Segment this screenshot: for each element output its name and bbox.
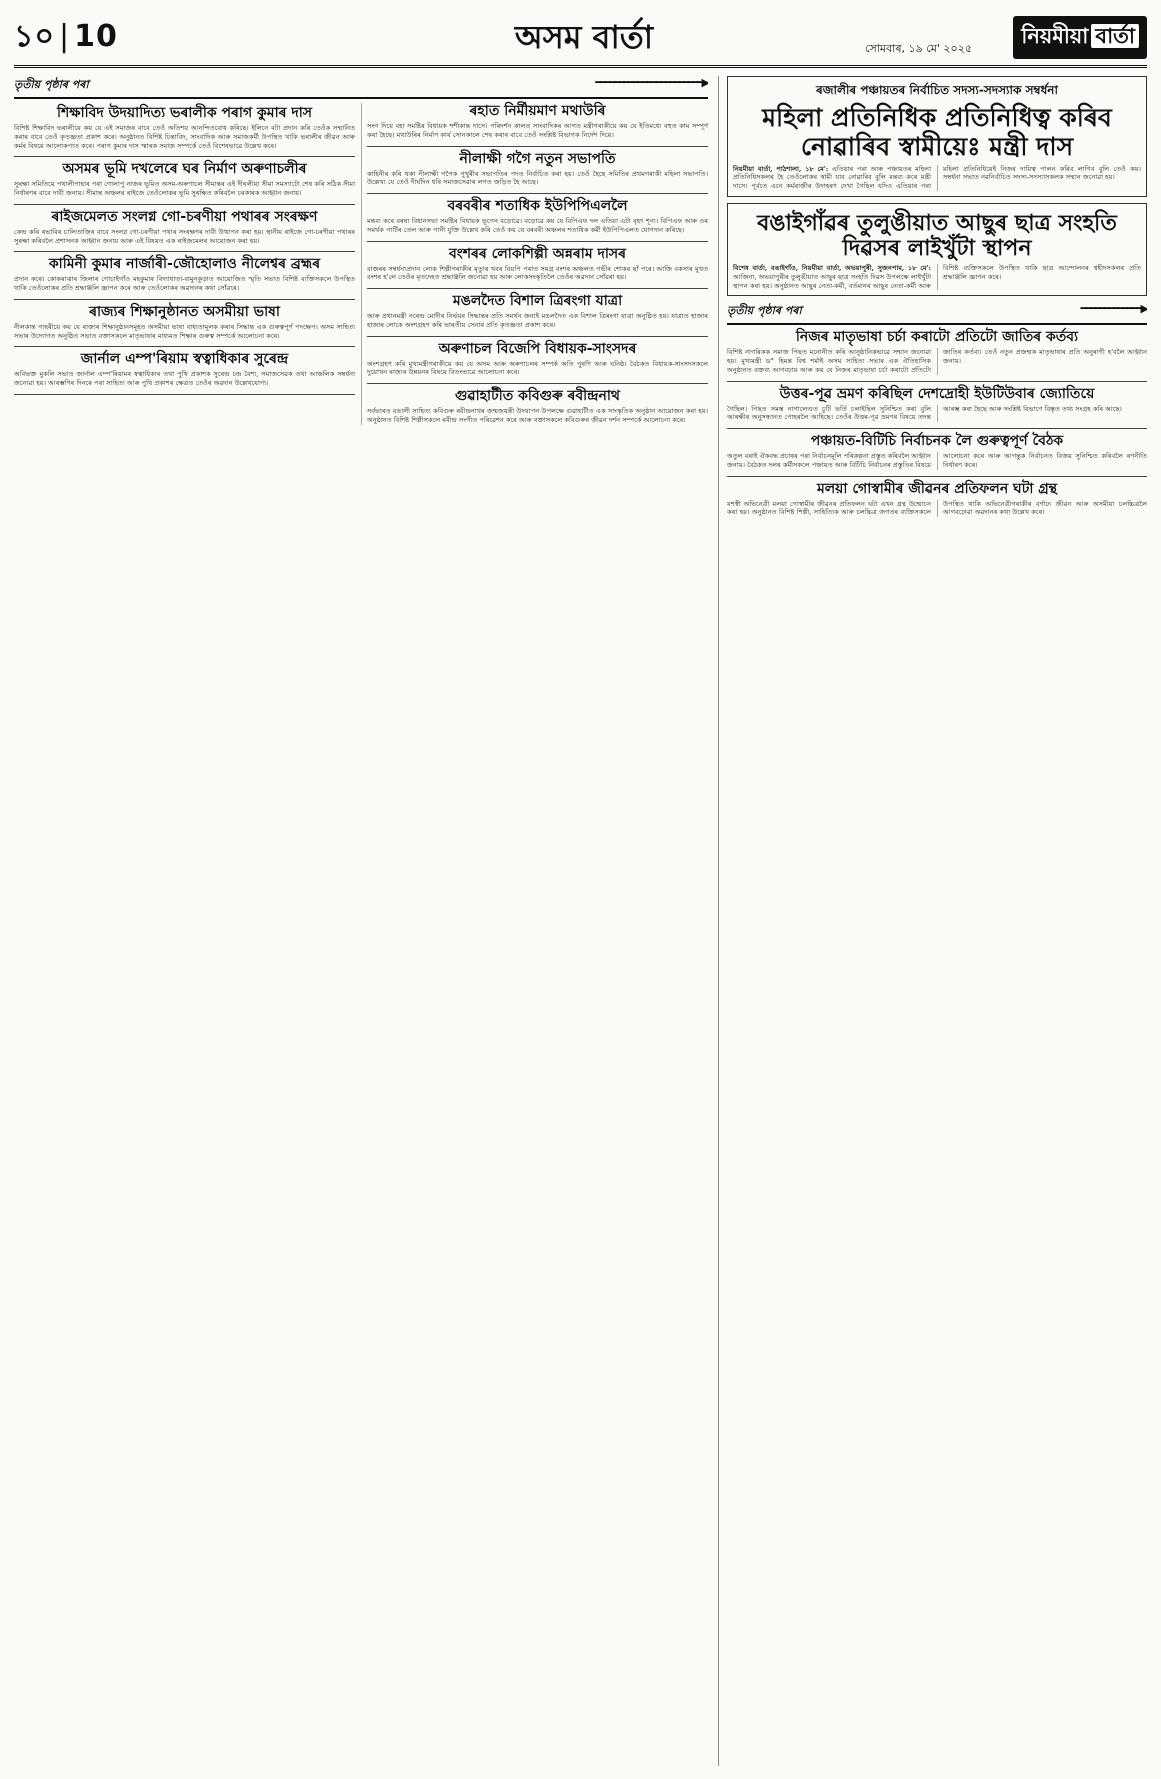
divider — [367, 336, 708, 337]
story — [727, 386, 1147, 423]
story — [367, 103, 708, 140]
story-body: অংশগ্ৰহণ কৰি মুখ্যমন্ত্ৰীগৰাকীয়ে কয় যে অসম আৰু অৰুণাচলৰ সম্পৰ্ক অতি পুৰণি আৰু ঘনিষ্ঠ। বৈঠকত বিধায়ক-সাংসদসকলে দুয়োখন ৰাজ্যৰ উন্নয়নৰ বিষয়ে বিতংভাৱে আলোচনা কৰে। — [367, 359, 708, 377]
arrow-right-icon: ━━━━━━━━━━━━━▶ — [1080, 302, 1147, 316]
lead-story-1 — [727, 76, 1147, 197]
story — [367, 341, 708, 378]
story-headline: নীলাক্ষী গগৈ নতুন সভাপতি — [459, 150, 616, 167]
continued-from-tag — [727, 302, 1147, 325]
page-number-latin: 10 — [74, 19, 118, 54]
story — [727, 433, 1147, 470]
story — [367, 388, 708, 425]
story — [367, 198, 708, 235]
lead-story-2 — [727, 203, 1147, 297]
story-body: সংগ দিয়ে বহা সমষ্টিৰ বিধায়ক শশীকান্ত দাসে। পৰিদৰ্শন কালত সাংবাদিকৰ আগত মন্ত্ৰীগৰাকীয়ে কয় যে ইতিমধ্যে বহুত কাম সম্পূৰ্ণ কৰা হৈছে। মথাউৰিৰ নিৰ্মাণ কাৰ্য সোনকালে শেষ কৰাৰ বাবে তেওঁ সংশ্লিষ্ট বিভাগক নিৰ্দেশ দিয়ে। — [367, 122, 708, 139]
divider — [14, 156, 355, 157]
story-body: অতুল বৰাই ঐকবদ্ধ প্ৰচাৰৰ পৰা নিৰ্বাচনমূলি পৰিকল্পনা প্ৰস্তুত কৰিবলৈ আহ্বান জনায়। বৈঠকত দলৰ কৰ্মীসকলে পঞ্চায়ত আৰু বিটিচি নিৰ্বাচনৰ প্ৰস্তুতিৰ বিষয়ে আলোচনা কৰে আৰু আগন্তুক নিৰ্বাচনত বিজয় সুনিশ্চিত কৰিবলৈ ৰণনীতি নিৰ্ধাৰণ কৰে। — [727, 452, 1147, 469]
story-headline: অসমৰ ভূমি দখলেৰে ঘৰ নিৰ্মাণ অৰুণাচলীৰ — [62, 161, 307, 178]
divider — [14, 346, 355, 347]
lead-story-2-columns — [733, 264, 1141, 290]
divider — [367, 383, 708, 384]
story-headline: শিক্ষাবিদ উদয়াদিত্য ভৰালীক পৰাগ কুমাৰ দাস — [56, 105, 313, 121]
brand-logo — [1013, 16, 1147, 59]
lead-story-1-kicker: ৰজালীৰ পঞ্চায়তৰ নিৰ্বাচিত সদস্য-সদস্যাক সম্বৰ্ধনা — [816, 83, 1058, 97]
story-body: সুৰক্ষা সমিতিয়ে পথালীপাহাৰ পৰা গোলাপু নাজৰ ভূমিত অসম-অৰুণাচল সীমান্তৰ এই দীঘলীয়া সীমা সমস্যাটো শেষ কৰি সঠিক সীমা নিৰ্ধাৰণৰ বাবে দাবী জনায়। সীমান্ত অঞ্চলৰ ৰাইজে তেওঁলোকৰ ভূমি সুৰক্ষিত কৰিবলৈ চৰকাৰক আহ্বান জনায়। — [14, 180, 355, 197]
divider — [367, 146, 708, 147]
lead-story-2-dateline: বিশেষ বাৰ্তা, বঙাইগাঁও, নিয়মীয়া বাৰ্তা, অভয়াপুৰী, সুজনপাম, ১৮ মে': — [733, 264, 931, 273]
divider — [14, 204, 355, 205]
story — [367, 293, 708, 330]
continued-from-label: তৃতীয় পৃষ্ঠাৰ পৰা — [727, 304, 802, 318]
story-body: আৰু প্ৰধানমন্ত্ৰী নৰেন্দ্ৰ মোদীৰ নিৰ্ভয়ৰ সিদ্ধান্তৰ প্ৰতি সমৰ্থন জনাই মঙলদৈত এক বিশাল ত্ৰিৰংগা যাত্ৰা অনুষ্ঠিত হয়। যাত্ৰাত হাজাৰ হাজাৰ লোকে অংশগ্ৰহণ কৰি ভাৰতীয় সেনাৰ প্ৰতি কৃতজ্ঞতা প্ৰকাশ কৰে। — [367, 312, 708, 329]
story — [14, 105, 355, 150]
story-headline: পঞ্চায়ত-বিটিচি নিৰ্বাচনক লৈ গুৰুত্বপূৰ্ণ বৈঠক — [810, 433, 1064, 450]
page-number-bengali: ১০ — [14, 19, 55, 54]
story — [14, 351, 355, 388]
divider — [367, 193, 708, 194]
paper-name: অসম বাৰ্তা — [514, 18, 654, 56]
page-number: ১০ | 10 — [14, 19, 118, 54]
story — [14, 304, 355, 341]
lead-story-2-body — [733, 264, 1141, 290]
divider — [14, 299, 355, 300]
story-headline: ৰাজ্যৰ শিক্ষানুষ্ঠানত অসমীয়া ভাষা — [89, 303, 280, 320]
divider — [727, 381, 1147, 382]
brand-logo-part-a: নিয়মীয়া — [1021, 24, 1089, 48]
left-columns — [14, 103, 708, 425]
story-body: সৰ্বভাৰত বঙালী সাহিত্য কবিগুৰু ৰবীন্দ্ৰনাথৰ জন্মজয়ন্তী উদযাপন উপলক্ষে গুৱাহাটীত এক সাংস্কৃতিক অনুষ্ঠান আয়োজন কৰা হয়। অনুষ্ঠানত বিশিষ্ট শিল্পীসকলে ৰবীন্দ্ৰ সংগীত পৰিৱেশন কৰে আৰু বক্তাসকলে কবিগুৰুৰ জীৱন দৰ্শন সম্পৰ্কে আলোচনা কৰে। — [367, 407, 708, 424]
story — [367, 151, 708, 188]
story-body: কেন্দ্ৰ কৰি ৰভাবিৰ চালিতাজিৰ বাবে সংলগ্ন গো-চৰণীয়া পথাৰ সংৰক্ষণৰ দাবী উত্থাপন কৰা হয়। স্থানীয় ৰাইজে গো-চৰণীয়া পথাৰৰ সুৰক্ষা কৰিবলৈ প্ৰশাসনক আহ্বান জনায় আৰু এই বিষয়ত এক ৰাইজমেলৰ আয়োজন কৰা হয়। — [14, 227, 355, 245]
story-body: বাজৰৰ সম্বৰ্ধনাপ্ৰদান লোক শিল্পীগৰাকীৰ মৃত্যুৰ খবৰ বিয়পি পৰাত সমগ্ৰ বংশৰ অঞ্চলত গভীৰ শোকৰ ছাঁ পৰে। আজি বকসাৰ মুখত বংশৰ হ'লে তেওঁৰ মৃতদেহত শ্ৰদ্ধাঞ্জলি জনোৱা হয় আৰু লোকসংস্কৃতিলৈ তেওঁৰ অৱদান সোঁৱৰা হয়। — [367, 264, 708, 282]
story-body: মন্তব্য কৰে বৰষা বিধানসভা সমষ্টিৰ বিধায়ক ভূপেন বড়োৱে। বড়োৱে কয় যে বিপিএফ দল এতিয়া এটা বৃহৎ শূন্য। বিপিএফ আৰু ওৰ সমৰ্থক পাৰ্টিৰ তেল আৰু পানী যুক্তি উল্লেখ কৰি তেওঁ কয় যে বৰবৰী অঞ্চলৰ শতাধিক কৰ্মী ইউপিপিএলত যোগদান কৰিছে। — [367, 217, 708, 234]
story-body: বিশিষ্ট শিক্ষাবিদ ভৰালীয়ে কয় যে এই সমাজৰ বাবে তেওঁ অতিশয় আনন্দিতবোধ কৰিছে। ইলিনে বটা প্ৰদান কৰি তেওঁক সম্মানিত কৰাৰ বাবে তেওঁ কৃতজ্ঞতা প্ৰকাশ কৰে। অনুষ্ঠানত বিশিষ্ট চিন্তাবিদ, সাংবাদিক আৰু সমাজকৰ্মী উপস্থিত থাকি ভৰালীৰ জীৱন আৰু কৰ্মৰ বিষয়ে আলোকপাত কৰে। পৰাগ কুমাৰ দাস স্মাৰক সমাজ সম্পৰ্কে তেওঁ বিশেষভাৱে উল্লেখ কৰে। — [14, 124, 355, 150]
story-headline: কামিনী কুমাৰ নাৰ্জাৰী-জৌহোলাও নীলেশ্বৰ ব্ৰহ্মৰ — [48, 256, 321, 273]
lead-story-1-headline: মহিলা প্ৰতিনিধিক প্ৰতিনিধিত্ব কৰিব নোৱাৰিব স্বামীয়েঃ মন্ত্ৰী দাস — [762, 103, 1112, 161]
story-headline: মঙলদৈত বিশাল ত্ৰিৰংগা যাত্ৰা — [452, 293, 623, 309]
lead-story-1-body — [733, 165, 1141, 191]
right-section — [718, 76, 1147, 1766]
story-headline: নিজৰ মাতৃভাষা চৰ্চা কৰাটো প্ৰতিটো জাতিৰ কৰ্তব্য — [795, 329, 1079, 346]
continued-from-label: তৃতীয় পৃষ্ঠাৰ পৰা — [14, 78, 89, 91]
lead-story-1-dateline: নিয়মীয়া বাৰ্তা, পাঠশালা, ১৮ মে': — [733, 164, 829, 173]
story-headline: উত্তৰ-পূৱ ভ্ৰমণ কৰিছিল দেশদ্ৰোহী ইউটিউবাৰ জ্যোতিয়ে — [779, 385, 1095, 402]
story-headline: ৰাইজমেলত সংলগ্ন গো-চৰণীয়া পথাৰৰ সংৰক্ষণ — [51, 208, 318, 225]
story-body: কাহিনীৰ কৰি থকা নীলাক্ষী গগৈক পুখুৰীৰ সভাপতিৰ পদত নিৰ্বাচিত কৰা হয়। তেওঁ হৈছে সমিতিৰ প্ৰথমগৰাকী মহিলা সভাপতি। উল্লেখ্য যে তেওঁ দীৰ্ঘদিন ধৰি সমাজসেৱাৰ লগত জড়িত হৈ আছে। — [367, 169, 708, 187]
story-body: নীলকান্ত গ্যহৰীয়ে কয় যে ৰাজ্যৰ শিক্ষানুষ্ঠানসমূহত অসমীয়া ভাষা বাধ্যতামূলক কৰাৰ সিদ্ধান্ত এক গুৰুত্বপূৰ্ণ পদক্ষেপ। অসম সাহিত্য সভাৰ উদ্যোগত অনুষ্ঠিত সভাত বক্তাসকলে মাতৃভাষাৰ মাধ্যমত শিক্ষাৰ গুৰুত্ব সম্পৰ্কে আলোচনা কৰে। — [14, 322, 355, 340]
story — [367, 246, 708, 283]
story — [14, 161, 355, 198]
story-body: বিশিষ্ট নাগৰিকক সমাজ পিছত মনোনীত কৰি আনুষ্ঠানিকভাৱে সন্মান জনোৱা হয়। মুখ্যমন্ত্ৰী ড° হিমন্ত বিশ্ব শৰ্মাই অসম সাহিত্য সভাৰ এক ঐতিহাসিক অনুষ্ঠানত বক্তব্য আগবঢ়ায় আৰু কয় যে নিজৰ মাতৃভাষা চৰ্চা কৰাটো প্ৰতিটো জাতিৰ কৰ্তব্য। তেওঁ নতুন প্ৰজন্মক মাতৃভাষাৰ প্ৰতি অনুৰাগী হ'বলৈ আহ্বান জনায়। — [727, 348, 1147, 374]
story-headline: মলয়া গোস্বামীৰ জীৱনৰ প্ৰতিফলন ঘটা গ্ৰন্থ — [816, 480, 1058, 497]
lead-story-1-text: এতিয়াৰ পৰা আৰু পঞ্চায়তৰ মহিলা প্ৰতিনিধিসকলৰ হৈ তেওঁলোকৰ স্বামী যাব নোৱাৰিব বুলি মন্তব্য কৰে মন্ত্ৰী দাসে। পূৰ্বতে এনে কৰ্মৰাজীৰ উদাহৰণ দেখা গৈছিল যদিও এতিয়াৰ পৰা মহিলা প্ৰতিনিধিয়েই নিজৰ দায়িত্ব পালন কৰিব লাগিব বুলি তেওঁ কয়। সম্বৰ্ধনা সভাত নৱনিৰ্বাচিত সদস্য-সদস্যাসকলক সম্মান জনোৱা হয়। — [733, 164, 1141, 190]
story-headline: বৰবৰীৰ শতাধিক ইউপিপিএললৈ — [447, 198, 628, 214]
story-headline: বংশৰৰ লোকশিল্পী অন্নৰাম দাসৰ — [448, 245, 627, 262]
divider — [727, 428, 1147, 429]
story — [14, 209, 355, 246]
story-body: অবিভক্ত মুকলি সভাত জাৰ্নাল এম্প'ৰিয়ামৰ স্বত্বাধিকাৰ তথা পুথি প্ৰকাশক সুৰেন্দ্ৰ চন্দ্ৰ বৈশ্য, সমাজসেৱক তথা আঞ্চলিক সম্বৰ্ধনা জনোৱা হয়। আৰম্ভণিৰ দিনৰে পৰা সাহিত্য আৰু পুথি প্ৰকাশৰ ক্ষেত্ৰত তেওঁৰ অৱদান উল্লেখযোগ্য। — [14, 370, 355, 387]
divider — [727, 476, 1147, 477]
story-body: যশস্বী অভিনেত্ৰী মলয়া গোস্বামীৰ জীৱনৰ প্ৰতিফলন ঘটা এখন গ্ৰন্থ উন্মোচন কৰা হয়। অনুষ্ঠানত বিশিষ্ট শিল্পী, সাহিত্যিক আৰু চলচ্চিত্ৰ জগতৰ ব্যক্তিসকলে উপস্থিত থাকি অভিনেত্ৰীগৰাকীৰ বৰ্ণাঢ্য জীৱন আৰু অসমীয়া চলচ্চিত্ৰলৈ আগবঢ়োৱা অৱদানৰ কথা উল্লেখ কৰে। — [727, 499, 1147, 517]
left-section — [14, 76, 708, 1766]
lead-story-2-text: আজিনা, অভয়াপুৰীৰ তুলুঙীয়াত আছুৰ ছাত্ৰ সংহতি দিৱস উপলক্ষে লাইখুঁটা স্থাপন কৰা হয়। অনুষ্ঠানত আছুৰ নেতা-কৰ্মী, বৰ্তমানৰ আছুৰ নেতা-কৰ্মী আৰু বিশিষ্ট ব্যক্তিসকলে উপস্থিত থাকি ছাত্ৰ আন্দোলনৰ শ্বহীদসকলৰ প্ৰতি শ্ৰদ্ধাঞ্জলি জ্ঞাপন কৰে। — [733, 264, 1141, 290]
story-body: গৈছিল। পিছত সমস্ত নাগালেণ্ডত চুটি ভৰ্তি চলাইছিল সুনিশ্চিত কৰা বুলি আৰক্ষীৰ অনুসন্ধানত পোহৰলৈ আহিছে। তেওঁৰ উত্তৰ-পূৱ ভ্ৰমণৰ বিষয়ে তদন্ত আৰম্ভ কৰা হৈছে আৰু সংশ্লিষ্ট বিভাগে বিস্তৃত তথ্য সংগ্ৰহ কৰি আছে। — [727, 404, 1122, 422]
divider — [367, 241, 708, 242]
story-headline: গুৱাহাটীত কবিগুৰু ৰবীন্দ্ৰনাথ — [454, 388, 620, 404]
story — [14, 256, 355, 293]
story — [727, 329, 1147, 374]
masthead — [14, 10, 1147, 68]
story-headline: অৰুণাচল বিজেপি বিধায়ক-সাংসদৰ — [438, 340, 637, 357]
continued-from-tag — [14, 76, 708, 99]
story-headline: ৰহাত নিৰ্মীয়মাণ মথাউৰি — [469, 103, 606, 119]
lead-story-1-columns — [733, 165, 1141, 191]
story-body: প্ৰদান কৰে। কোকৰাঝাৰ জিলাৰ গোচাইগাঁও মহকুমাৰ বিদ্যাধাতা-বামুনকুড়াত আয়োজিত স্মৃতি সভাত বিশিষ্ট ব্যক্তিসকলে উপস্থিত থাকি তেওঁলোকৰ প্ৰতি শ্ৰদ্ধাঞ্জলি জ্ঞাপন কৰে আৰু তেওঁলোকৰ অৱদানৰ কথা সোঁৱৰে। — [14, 275, 355, 292]
divider — [14, 251, 355, 252]
lead-story-2-headline: বঙাইগাঁৱৰ তুলুঙীয়াত আছুৰ ছাত্ৰ সংহতি দিৱসৰ লাইখুঁটা স্থাপন — [757, 210, 1117, 261]
divider — [14, 394, 355, 395]
brand-logo-part-b: বাৰ্তা — [1091, 24, 1139, 48]
issue-date: সোমবাৰ, ১৯ মে' ২০২৫ — [865, 42, 972, 55]
arrow-right-icon: ━━━━━━━━━━━━━━━━━━━━━━━▶ — [595, 76, 708, 89]
story — [727, 481, 1147, 518]
divider — [367, 288, 708, 289]
story-headline: জাৰ্নাল এম্প'ৰিয়াম স্বত্বাধিকাৰ সুৰেন্দ্ৰ — [80, 351, 289, 368]
